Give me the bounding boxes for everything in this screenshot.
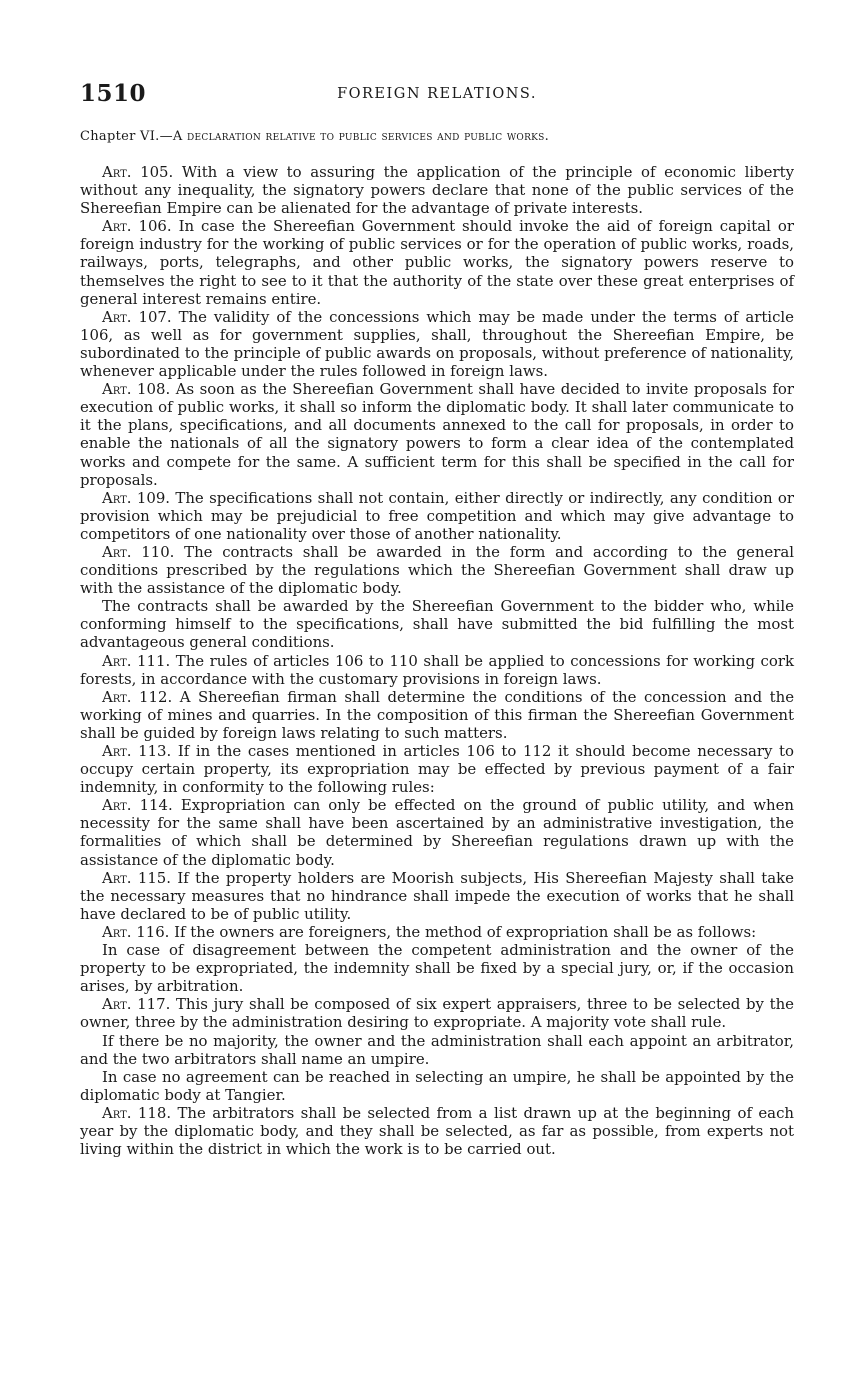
article-label: Art. 112. bbox=[102, 687, 173, 706]
running-head: FOREIGN RELATIONS. bbox=[337, 86, 537, 102]
paragraph-text: In case of disagreement between the competent administration and the owner of the property to be expropriated, the indemnity shall be fixed by a special jury, or, if the occasion arises, by arbitration. bbox=[80, 941, 794, 996]
paragraph bbox=[80, 742, 794, 796]
paragraph bbox=[80, 869, 794, 923]
paragraph bbox=[80, 597, 794, 651]
article-label: Art. 118. bbox=[102, 1103, 172, 1122]
paragraph-text: In case the Shereefian Government should invoke the aid of foreign capital or foreign industry for the working of public services or for the operation of public works, roads, railways, ports, telegraphs, and other public works, the signatory powers reserve to themselves the right to see to it that the authority of the state over these great enterprises of general interest remains entire. bbox=[80, 217, 794, 308]
paragraph-text: In case no agreement can be reached in selecting an umpire, he shall be appointed by the diplomatic body at Tangier. bbox=[80, 1067, 794, 1104]
paragraph-text: This jury shall be composed of six expert appraisers, three to be selected by the owner, three by the administration desiring to expropriate. A majority vote shall rule. bbox=[80, 995, 794, 1032]
chapter-label: Chapter VI.— bbox=[80, 129, 173, 144]
paragraph bbox=[80, 308, 794, 380]
paragraph-text: The contracts shall be awarded by the Shereefian Government to the bidder who, while conforming himself to the specifications, shall have submitted the bid fulfilling the most advantageous general conditions. bbox=[80, 597, 794, 652]
paragraph bbox=[80, 1068, 794, 1104]
article-label: Art. 111. bbox=[102, 651, 171, 670]
article-label: Art. 105. bbox=[102, 163, 174, 181]
paragraph-text: If in the cases mentioned in articles 106 to 112 it should become necessary to occupy certain property, its expropriation may be effected by previous payment of a fair indemnity, in conformity to the following rules: bbox=[80, 742, 794, 797]
paragraph-text: The specifications shall not contain, either directly or indirectly, any condition or provision which may be prejudicial to free competition and which may give advantage to competitors of one nationality over those of another nationality. bbox=[80, 488, 795, 543]
article-label: Art. 108. bbox=[102, 380, 171, 399]
page-number: 1510 bbox=[80, 80, 147, 107]
article-label: Art. 115. bbox=[102, 868, 172, 887]
paragraph bbox=[80, 1032, 794, 1068]
paragraph-text: Expropriation can only be effected on the ground of public utility, and when necessity for the same shall have been ascertained by an administrative investigation, the formalities of which shall be determined by Shereefian regulations drawn up with the assistance of the diplomatic body. bbox=[80, 796, 794, 869]
paragraph-text: As soon as the Shereefian Government shall have decided to invite proposals for execution of public works, it shall so inform the diplomatic body. It shall later communicate to it the plans, specifications, and all documents annexed to the call for proposals, in order to enable the nationals of all the signatory powers to form a clear idea of the contemplated works and compete for the same. A sufficient term for this shall be specified in the call for proposals. bbox=[80, 380, 794, 489]
paragraph bbox=[80, 543, 794, 597]
article-label: Art. 116. bbox=[102, 922, 170, 941]
paragraph bbox=[80, 796, 794, 868]
body-text bbox=[80, 163, 794, 1158]
article-label: Art. 106. bbox=[102, 217, 172, 236]
paragraph-text: The arbitrators shall be selected from a list drawn up at the beginning of each year by the diplomatic body, and they shall be selected, as far as possible, from experts not living within the district in which the work is to be carried out. bbox=[80, 1103, 794, 1159]
paragraph-text: With a view to assuring the application of the principle of economic liberty without any inequality, the signatory powers declare that none of the public services of the Shereefian Empire can be alienated for the advantage of private interests. bbox=[80, 163, 794, 218]
paragraph bbox=[80, 1104, 794, 1158]
article-label: Art. 117. bbox=[102, 995, 171, 1014]
paragraph bbox=[80, 163, 794, 217]
article-label: Art. 110. bbox=[102, 542, 175, 561]
paragraph-text: If the owners are foreigners, the method of expropriation shall be as follows: bbox=[169, 922, 757, 941]
chapter-title-text: A declaration relative to public services and public works. bbox=[172, 129, 550, 144]
paragraph-text: The validity of the concessions which may be made under the terms of article 106, as well as for government supplies, shall, throughout the Shereefian Empire, be subordinated to the principle of public awards on proposals, without preference of nationality, whenever applicable under the rules followed in foreign laws. bbox=[80, 307, 794, 381]
paragraph-text: If there be no majority, the owner and the administration shall each appoint an arbitrator, and the two arbitrators shall name an umpire. bbox=[80, 1031, 794, 1068]
page-header bbox=[80, 80, 794, 110]
paragraph bbox=[80, 688, 794, 742]
paragraph bbox=[80, 923, 794, 941]
paragraph-text: If the property holders are Moorish subjects, His Shereefian Majesty shall take the necessary measures that no hindrance shall impede the execution of works that he shall have declared to be of public utility. bbox=[80, 868, 794, 923]
paragraph bbox=[80, 941, 794, 995]
article-label: Art. 107. bbox=[102, 307, 172, 326]
paragraph bbox=[80, 652, 794, 688]
paragraph bbox=[80, 217, 794, 307]
article-label: Art. 114. bbox=[102, 796, 173, 815]
chapter-heading bbox=[80, 129, 794, 144]
paragraph bbox=[80, 995, 794, 1031]
paragraph bbox=[80, 380, 794, 489]
article-label: Art. 109. bbox=[102, 488, 171, 507]
paragraph-text: The rules of articles 106 to 110 shall be applied to concessions for working cork forests, in accordance with the customary provisions in foreign laws. bbox=[80, 651, 794, 688]
article-label: Art. 113. bbox=[102, 742, 172, 760]
paragraph-text: A Shereefian firman shall determine the conditions of the concession and the working of mines and quarries. In the composition of this firman the Shereefian Government shall be guided by foreign laws relating to such matters. bbox=[80, 687, 795, 742]
paragraph-text: The contracts shall be awarded in the form and according to the general conditions prescribed by the regulations which the Shereefian Government shall draw up with the assistance of the diplomatic body. bbox=[80, 542, 794, 598]
paragraph bbox=[80, 489, 794, 543]
